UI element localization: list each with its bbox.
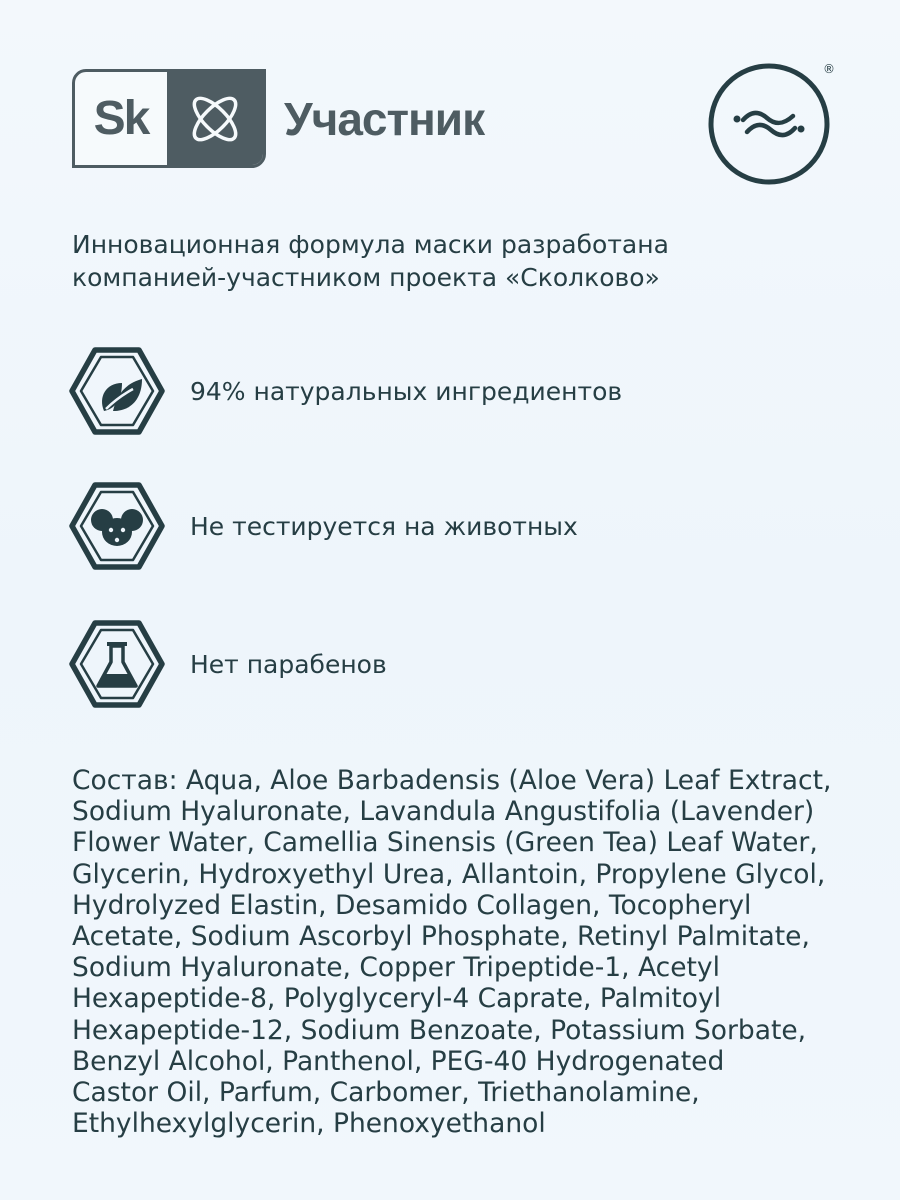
ingredients-line: Hexapeptide-8, Polyglyceryl-4 Caprate, Palmitoyl bbox=[72, 983, 722, 1015]
sk-letters: Sk bbox=[93, 92, 149, 145]
ingredients-line: Hexapeptide-12, Sodium Benzoate, Potassium Sorbate, bbox=[72, 1014, 807, 1046]
ingredients-list bbox=[72, 765, 862, 1139]
ingredients-line: Benzyl Alcohol, Panthenol, PEG-40 Hydrogenated bbox=[72, 1045, 725, 1077]
sk-logo-box bbox=[72, 69, 266, 168]
feature-label: 94% натуральных ингредиентов bbox=[190, 376, 623, 406]
participant-label: Участник bbox=[284, 92, 485, 145]
ingredients-line: Hydrolyzed Elastin, Desamido Collagen, Tocopheryl bbox=[72, 889, 752, 921]
ingredients-line: Flower Water, Camellia Sinensis (Green Tea) Leaf Water, bbox=[72, 827, 818, 859]
intro-line: компанией-участником проекта «Сколково» bbox=[72, 263, 660, 292]
leaf-icon bbox=[67, 345, 167, 437]
feature-label: Нет парабенов bbox=[190, 649, 387, 679]
ingredients-line: Castor Oil, Parfum, Carbomer, Triethanolamine, bbox=[72, 1077, 700, 1109]
feature-no-parabens bbox=[67, 618, 387, 710]
skolkovo-participant-logo bbox=[72, 70, 484, 167]
ingredients-line: Ethylhexylglycerin, Phenoxyethanol bbox=[72, 1108, 546, 1140]
ingredients-line: Sodium Hyaluronate, Lavandula Angustifolia (Lavender) bbox=[72, 796, 815, 828]
ingredients-line: Sodium Hyaluronate, Copper Tripeptide-1, Acetyl bbox=[72, 952, 720, 984]
feature-cruelty-free bbox=[67, 480, 578, 572]
wave-circle-icon bbox=[707, 62, 831, 186]
ingredients-line: Glycerin, Hydroxyethyl Urea, Allantoin, Propylene Glycol, bbox=[72, 858, 826, 890]
intro-line: Инновационная формула маски разработана bbox=[72, 230, 669, 259]
flask-icon bbox=[67, 618, 167, 710]
feature-label: Не тестируется на животных bbox=[190, 511, 578, 541]
registered-mark: ® bbox=[823, 62, 835, 76]
ingredients-line: Состав: Aqua, Aloe Barbadensis (Aloe Vera) Leaf Extract, bbox=[72, 765, 832, 796]
intro-text bbox=[72, 228, 832, 294]
mouse-icon bbox=[67, 480, 167, 572]
atom-icon bbox=[167, 72, 263, 165]
feature-natural bbox=[67, 345, 622, 437]
ingredients-line: Acetate, Sodium Ascorbyl Phosphate, Retinyl Palmitate, bbox=[72, 921, 810, 953]
